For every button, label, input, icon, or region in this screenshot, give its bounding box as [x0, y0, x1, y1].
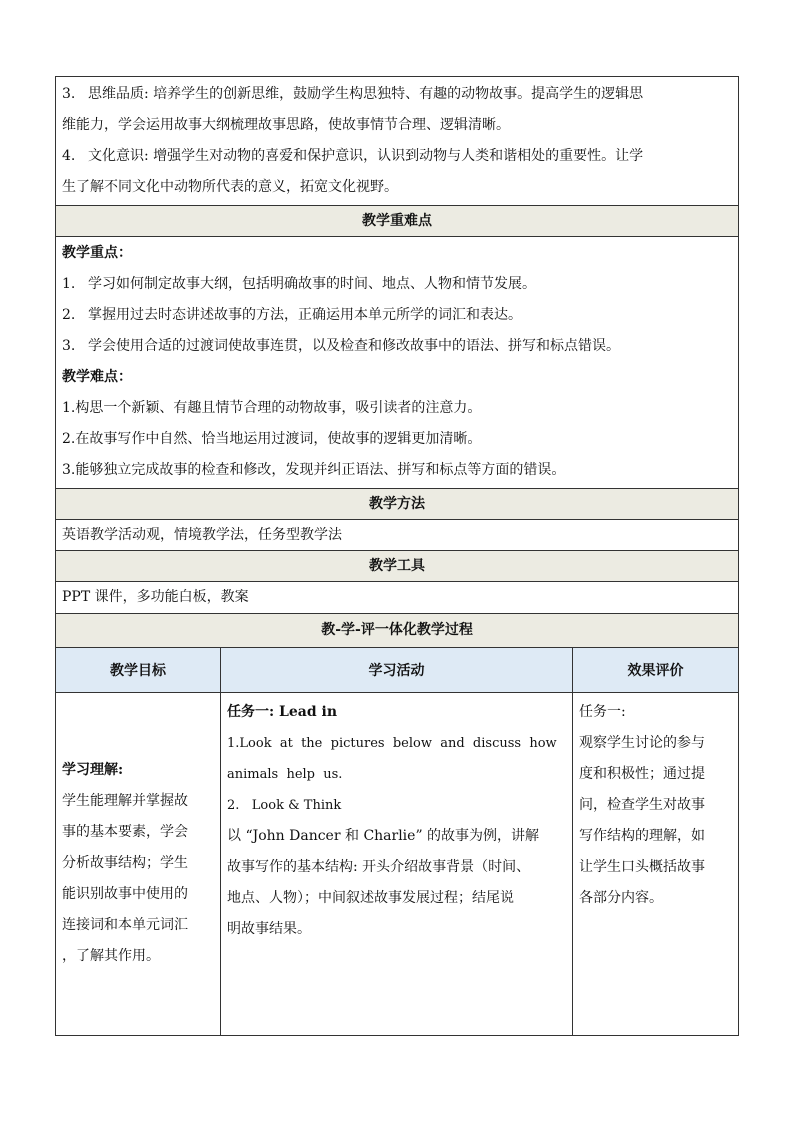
methods-content: 英语教学活动观，情境教学法，任务型教学法	[56, 520, 739, 551]
focus-item-1: 1. 学习如何制定故事大纲，包括明确故事的时间、地点、人物和情节发展。	[62, 276, 536, 292]
process-row-task-1	[56, 693, 739, 1036]
tools-content: PPT 课件，多功能白板，教案	[56, 582, 739, 614]
goal-line-6: ，了解其作用。	[62, 948, 160, 964]
objective-item-3-line-2: 维能力，学会运用故事大纲梳理故事思路，使故事情节合理、逻辑清晰。	[62, 117, 510, 133]
column-header-evaluation: 效果评价	[573, 648, 739, 693]
eval-line-4: 问，检查学生对故事	[579, 797, 705, 813]
methods-section-title: 教学方法	[56, 489, 739, 520]
activity-line-2: animals help us.	[227, 767, 343, 782]
objectives-continued-row	[56, 77, 739, 206]
tools-section-title: 教学工具	[56, 551, 739, 582]
difficulty-item-1: 1.构思一个新颖、有趣且情节合理的动物故事，吸引读者的注意力。	[62, 400, 482, 416]
lesson-plan-page	[55, 76, 738, 1036]
evaluation-cell	[573, 693, 739, 1036]
goal-cell	[56, 693, 221, 1036]
goal-line-5: 连接词和本单元词汇	[62, 917, 188, 933]
objective-item-4-line-1: 4. 文化意识: 增强学生对动物的喜爱和保护意识，认识到动物与人类和谐相处的重要性。让学	[62, 148, 644, 164]
activity-line-5: 故事写作的基本结构: 开头介绍故事背景（时间、	[227, 859, 531, 875]
goal-heading: 学习理解:	[62, 762, 124, 778]
focus-heading: 教学重点：	[62, 245, 132, 261]
activity-line-1: 1.Look at the pictures below and discuss how	[227, 736, 557, 751]
goal-line-3: 分析故事结构；学生	[62, 855, 188, 871]
difficulty-item-3: 3.能够独立完成故事的检查和修改，发现并纠正语法、拼写和标点等方面的错误。	[62, 462, 566, 478]
lesson-plan-table	[55, 76, 739, 1036]
activity-cell	[221, 693, 573, 1036]
goal-line-4: 能识别故事中使用的	[62, 886, 188, 902]
eval-line-5: 写作结构的理解，如	[579, 828, 705, 844]
eval-line-3: 度和积极性；通过提	[579, 766, 705, 782]
eval-line-1: 任务一:	[579, 704, 626, 720]
task-1-title: 任务一: Lead in	[227, 704, 338, 720]
objective-item-3-line-1: 3. 思维品质: 培养学生的创新思维，鼓励学生构思独特、有趣的动物故事。提高学生的逻辑思	[62, 86, 644, 102]
difficulty-heading: 教学难点：	[62, 369, 132, 385]
focus-item-3: 3. 学会使用合适的过渡词使故事连贯，以及检查和修改故事中的语法、拼写和标点错误。	[62, 338, 620, 354]
objective-item-4-line-2: 生了解不同文化中动物所代表的意义，拓宽文化视野。	[62, 179, 398, 195]
column-header-activity: 学习活动	[221, 648, 573, 693]
activity-line-3: 2. Look & Think	[227, 798, 342, 813]
process-section-title: 教-学-评一体化教学过程	[56, 614, 739, 648]
goal-line-1: 学生能理解并掌握故	[62, 793, 188, 809]
key-points-row	[56, 237, 739, 489]
eval-line-2: 观察学生讨论的参与	[579, 735, 705, 751]
column-header-goal: 教学目标	[56, 648, 221, 693]
eval-line-6: 让学生口头概括故事	[579, 859, 705, 875]
activity-line-7: 明故事结果。	[227, 921, 311, 937]
activity-line-6: 地点、人物）；中间叙述故事发展过程；结尾说	[227, 890, 514, 906]
difficulty-item-2: 2.在故事写作中自然、恰当地运用过渡词，使故事的逻辑更加清晰。	[62, 431, 482, 447]
activity-line-4: 以 “John Dancer 和 Charlie” 的故事为例，讲解	[227, 828, 540, 844]
goal-line-2: 事的基本要素，学会	[62, 824, 188, 840]
process-header-row	[56, 648, 739, 693]
eval-line-7: 各部分内容。	[579, 890, 663, 906]
focus-item-2: 2. 掌握用过去时态讲述故事的方法，正确运用本单元所学的词汇和表达。	[62, 307, 522, 323]
key-points-section-title: 教学重难点	[56, 206, 739, 237]
